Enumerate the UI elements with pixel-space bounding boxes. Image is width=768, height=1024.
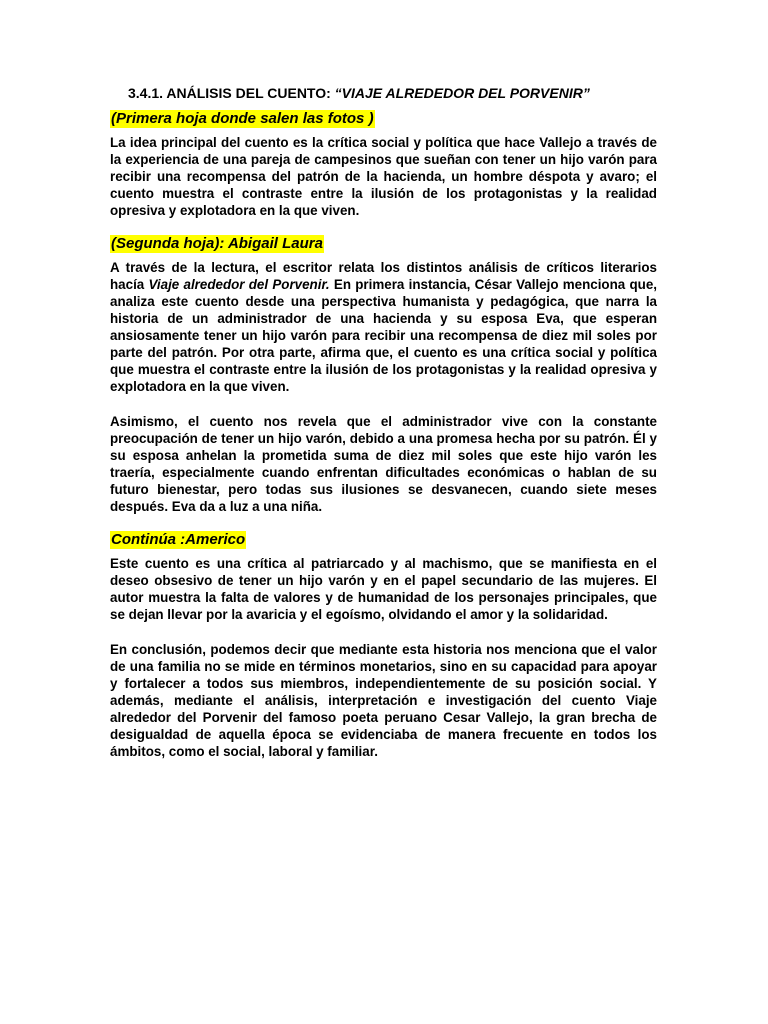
paragraph-administrator: Asimismo, el cuento nos revela que el administrador vive con la constante preocupación de tener un hijo varón, debido a una promesa hecha por su patrón. Él y su esposa anhelan la prometida suma de diez mil soles que este hijo varón les traería, especialmente cuando enfrentan dificultades económicas o hablan de su futuro bienestar, pero todas sus ilusiones se desvanecen, cuando siete meses después. Eva da a luz a una niña. [110, 414, 657, 514]
paragraph-main-idea: La idea principal del cuento es la crítica social y política que hace Vallejo a través de la experiencia de una pareja de campesinos que sueñan con tener un hijo varón para recibir una recompensa del patrón de la hacienda, un hombre déspota y avaro; el cuento muestra el contraste entre la ilusión de los protagonistas y la realidad opresiva y explotadora en la que viven. [110, 135, 657, 218]
work-title: Viaje alrededor del Porvenir. [148, 277, 330, 292]
paragraph-patriarchy: Este cuento es una crítica al patriarcado y al machismo, que se manifiesta en el deseo obsesivo de tener un hijo varón y en el papel secundario de las mujeres. El autor muestra la falta de valores y de humanidad de los personajes principales, que se dejan llevar por la avaricia y el egoísmo, olvidando el amor y la solidaridad. [110, 556, 657, 622]
section-label-third [110, 531, 657, 549]
paragraph-critics-analysis [110, 259, 657, 395]
highlighted-label: Continúa :Americo [111, 531, 246, 548]
section-label-second [110, 235, 657, 253]
paragraph-conclusion: En conclusión, podemos decir que mediante esta historia nos menciona que el valor de una familia no se mide en términos monetarios, sino en su capacidad para apoyar y fortalecer a todos sus miembros, independientemente de su posición social. Y además, mediante el análisis, interpretación e investigación del cuento Viaje alrededor del Porvenir del famoso poeta peruano Cesar Vallejo, la gran brecha de desigualdad de aquella época se evidenciaba de manera frecuente en todos los ámbitos, como el social, laboral y familiar. [110, 642, 657, 759]
section-heading [128, 84, 657, 102]
highlighted-label: (Segunda hoja): Abigail Laura [111, 235, 323, 252]
section-label-first [110, 110, 657, 128]
document-page [110, 84, 657, 760]
paragraph-text: A través de la lectura, el escritor relata los distintos análisis de críticos literarios hacía [110, 260, 657, 292]
heading-story-title: “VIAJE ALREDEDOR DEL PORVENIR” [334, 85, 590, 101]
paragraph-text: En primera instancia, César Vallejo menciona que, analiza este cuento desde una perspectiva humanista y pedagógica, que narra la historia de un administrador de una hacienda y su esposa Eva, que esperan ansiosamente tener un hijo varón para recibir una recompensa de diez mil soles por parte del patrón. Por otra parte, afirma que, el cuento es una crítica social y política que muestra el contraste entre la ilusión de los protagonistas y la realidad opresiva y explotadora en la que viven. [110, 277, 658, 394]
heading-prefix: 3.4.1. ANÁLISIS DEL CUENTO: [128, 85, 335, 101]
highlighted-label: (Primera hoja donde salen las fotos ) [111, 110, 374, 127]
